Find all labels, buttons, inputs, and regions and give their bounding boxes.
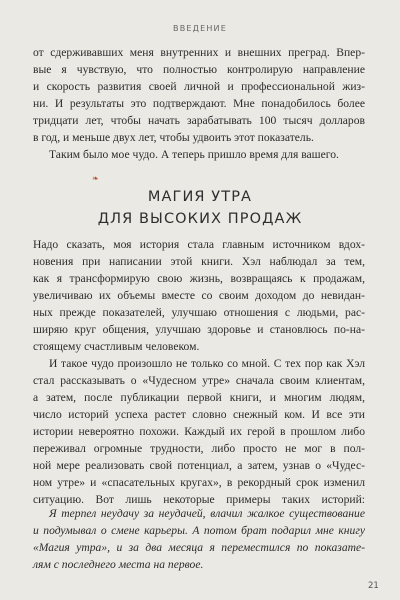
text-line: стал рассказывать о «Чудесном утре» сначала своим клиентам, [33,374,365,387]
text-line: в год, и меньше двух лет, чтобы удвоить этот показатель. [33,131,314,144]
text-line: лям с последнего места на первое. [33,558,204,571]
text-line: число историй успеха растет словно снежный ком. И все эти [33,408,365,421]
text-line: ситуацию. Вот лишь некоторые примеры таких историй: [33,493,365,506]
intro-paragraph [33,44,365,163]
text-line: ширяю круг общения, улучшаю здоровье и становлюсь по-на- [33,323,365,336]
body-paragraph-2 [33,355,365,508]
section-ornament: ❧ [92,174,99,183]
running-head: ВВЕДЕНИЕ [173,24,227,33]
page-number: 21 [368,581,379,591]
text-line: ных прежде показателей, улучшаю отношения с людьми, рас- [33,306,365,319]
text-line: ни. И результаты это подтверждают. Мне понадобилось более [33,97,365,110]
text-line: Я терпел неудачу за неудачей, влачил жалкое существование [49,507,365,520]
text-line: истории невероятно похожи. Каждый их герой в прошлом либо [33,425,365,438]
text-line: стоящему счастливым человеком. [33,340,200,353]
body-paragraph-1 [33,236,365,355]
testimonial-quote [33,505,365,573]
text-line: увеличиваю их объемы вместе со своим доходом до невидан- [33,289,365,302]
text-line: новения при написании этой книги. Хэл наблюдал за тем, [33,255,365,268]
text-line: а затем, после публикации первой книги, и многим людям, [33,391,365,404]
section-heading-line-2: ДЛЯ ВЫСОКИХ ПРОДАЖ [97,211,303,227]
text-line: И такое чудо произошло не только со мной. С тех пор как Хэл [49,357,365,370]
text-line: от сдерживавших меня внутренних и внешних преград. Впер- [33,46,365,59]
text-line: переживал огромные трудности, либо просто не мог в пол- [33,442,365,455]
text-line: и скорость развития своей личной и профессиональной жиз- [33,80,365,93]
text-line: Надо сказать, моя история стала главным источником вдох- [33,238,365,251]
text-line: как я трансформирую свою жизнь, возвращаясь к продажам, [33,272,365,285]
section-heading-line-1: МАГИЯ УТРА [147,189,253,205]
text-line: вые я чувствую, что полностью контролирую направление [33,63,365,76]
text-line: «Магия утра», и за два месяца я переместился по показате- [33,541,365,554]
text-line: тридцати лет, чтобы начать зарабатывать 100 тысяч долларов [33,114,365,127]
text-line: ном утре» и «спасательных кругах», в рекордный срок изменил [33,476,365,489]
text-line: и подумывал о смене карьеры. А потом брат подарил мне книгу [33,524,365,537]
text-line: Таким было мое чудо. А теперь пришло время для вашего. [49,148,339,161]
text-line: ной мере реализовать свой потенциал, а затем, узнав о «Чудес- [33,459,365,472]
